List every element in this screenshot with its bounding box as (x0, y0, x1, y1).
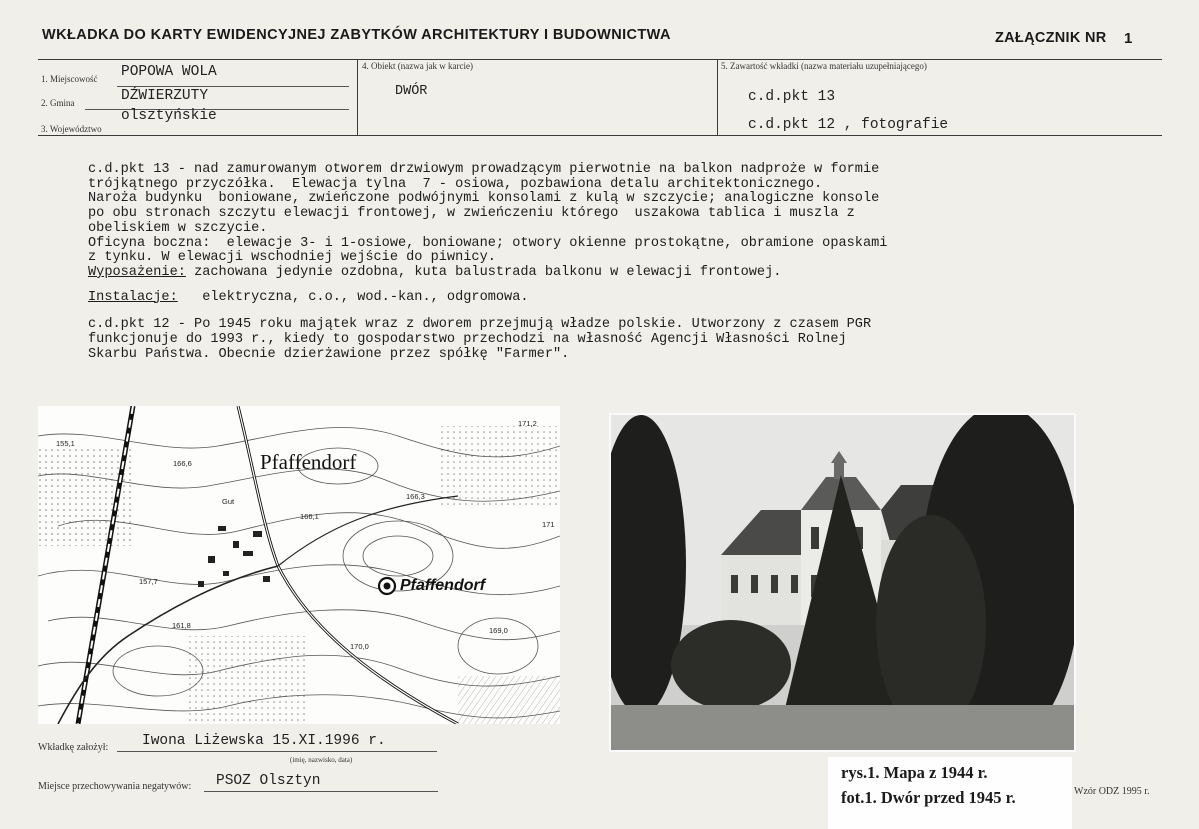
miejsce-value: PSOZ Olsztyn (216, 773, 321, 789)
map-height: 171 (542, 520, 555, 529)
text-line: funkcjonuje do 1993 r., kiedy to gospodarstwo przechodzi na własność Agencji Własności Rolnej (88, 332, 847, 348)
text-line: Naroża budynku boniowane, zwieńczone podwójnymi konsolami z kulą w szczycie; analogiczne konsole (88, 191, 880, 207)
zawartosc-label: 5. Zawartość wkładki (nazwa materiału uzupełniającego) (721, 61, 927, 71)
caption-photo: fot.1. Dwór przed 1945 r. (841, 788, 1016, 807)
text-line: Oficyna boczna: elewacje 3- i 1-osiowe, boniowane; otwory okienne prostokątne, obramione opaskami (88, 235, 888, 251)
text-line: c.d.pkt 12 - Po 1945 roku majątek wraz z dworem przejmują władze polskie. Utworzony z czasem PGR (88, 317, 872, 333)
wyposazenie-text: zachowana jedynie ozdobna, kuta balustrada balkonu w elewacji frontowej. (185, 264, 782, 280)
wojewodztwo-label: 3. Województwo (41, 124, 102, 134)
annex-number: 1 (1124, 30, 1133, 47)
text-line: obeliskiem w szczycie. (88, 220, 268, 236)
obiekt-value: DWÓR (395, 84, 428, 99)
instalacje-line (88, 291, 1088, 306)
map-height: 166,3 (406, 492, 425, 501)
text-line: z tynku. W elewacji wschodniej wejście do piwnicy. (88, 250, 496, 266)
map-height: 166,6 (173, 459, 192, 468)
description-text (88, 163, 1088, 362)
caption-map: rys.1. Mapa z 1944 r. (841, 763, 988, 782)
map-height: 169,0 (489, 626, 508, 635)
gmina-label: 2. Gmina (41, 98, 75, 108)
miejsce-label: Miejsce przechowywania negatywów: (38, 781, 192, 792)
map-height: 155,1 (56, 439, 75, 448)
manor-photo-drawing (611, 415, 1074, 750)
obiekt-label: 4. Obiekt (nazwa jak w karcie) (362, 61, 473, 71)
map-height: 170,0 (350, 642, 369, 651)
field-divider-2 (717, 59, 718, 135)
historic-map (38, 406, 560, 724)
zawartosc-line2: c.d.pkt 12 , fotografie (748, 117, 949, 133)
annex-label: ZAŁĄCZNIK NR (995, 30, 1107, 46)
form-title: WKŁADKA DO KARTY EWIDENCYJNEJ ZABYTKÓW ARCHITEKTURY I BUDOWNICTWA (42, 27, 671, 43)
map-height: 171,2 (518, 419, 537, 428)
instalacje-label: Instalacje: (88, 289, 178, 305)
text-line: Skarbu Państwa. Obecnie dzierżawione przez spółkę "Farmer". (88, 346, 570, 362)
imie-hint: (imię, nazwisko, data) (290, 756, 353, 764)
miejscowosc-value: POPOWA WOLA (121, 64, 217, 80)
wkladke-label: Wkładkę założył: (38, 742, 109, 753)
wkladke-value: Iwona Liżewska 15.XI.1996 r. (142, 733, 386, 749)
wyposazenie-line (88, 266, 1088, 281)
wkladke-underline (117, 751, 437, 752)
map-gut-label: Gut (222, 497, 235, 506)
map-site-label: Pfaffendorf (400, 577, 486, 594)
header-bottom-rule (38, 135, 1162, 136)
form-template-note: Wzór ODZ 1995 r. (1074, 786, 1150, 797)
manor-photo (611, 415, 1074, 750)
wojewodztwo-value: olsztyńskie (121, 108, 217, 124)
map-height: 157,7 (139, 577, 158, 586)
text-line: po obu stronach szczytu elewacji frontowej, w zwieńczeniu którego uszakowa tablica i muszla z (88, 206, 855, 222)
text-line: c.d.pkt 13 - nad zamurowanym otworem drzwiowym prowadzącym pierwotnie na balkon nadproże w formie (88, 162, 880, 177)
zawartosc-line1: c.d.pkt 13 (748, 89, 836, 105)
map-height: 166,1 (300, 512, 319, 521)
miejsce-underline (204, 791, 438, 792)
miejscowosc-label: 1. Miejscowość (41, 74, 98, 84)
gmina-value: DŹWIERZUTY (121, 88, 209, 104)
wyposazenie-label: Wyposażenie: (88, 264, 186, 280)
instalacje-text: elektryczna, c.o., wod.-kan., odgromowa. (177, 289, 529, 305)
field-divider-1 (357, 59, 358, 135)
text-line: trójkątnego przyczółka. Elewacja tylna 7 - osiowa, pozbawiona detalu architektonicznego. (88, 176, 823, 192)
miejscowosc-underline (117, 86, 349, 87)
header-top-rule (38, 59, 1162, 60)
map-town-label: Pfaffendorf (260, 450, 357, 474)
map-height: 161,8 (172, 621, 191, 630)
caption-box (828, 757, 1072, 829)
